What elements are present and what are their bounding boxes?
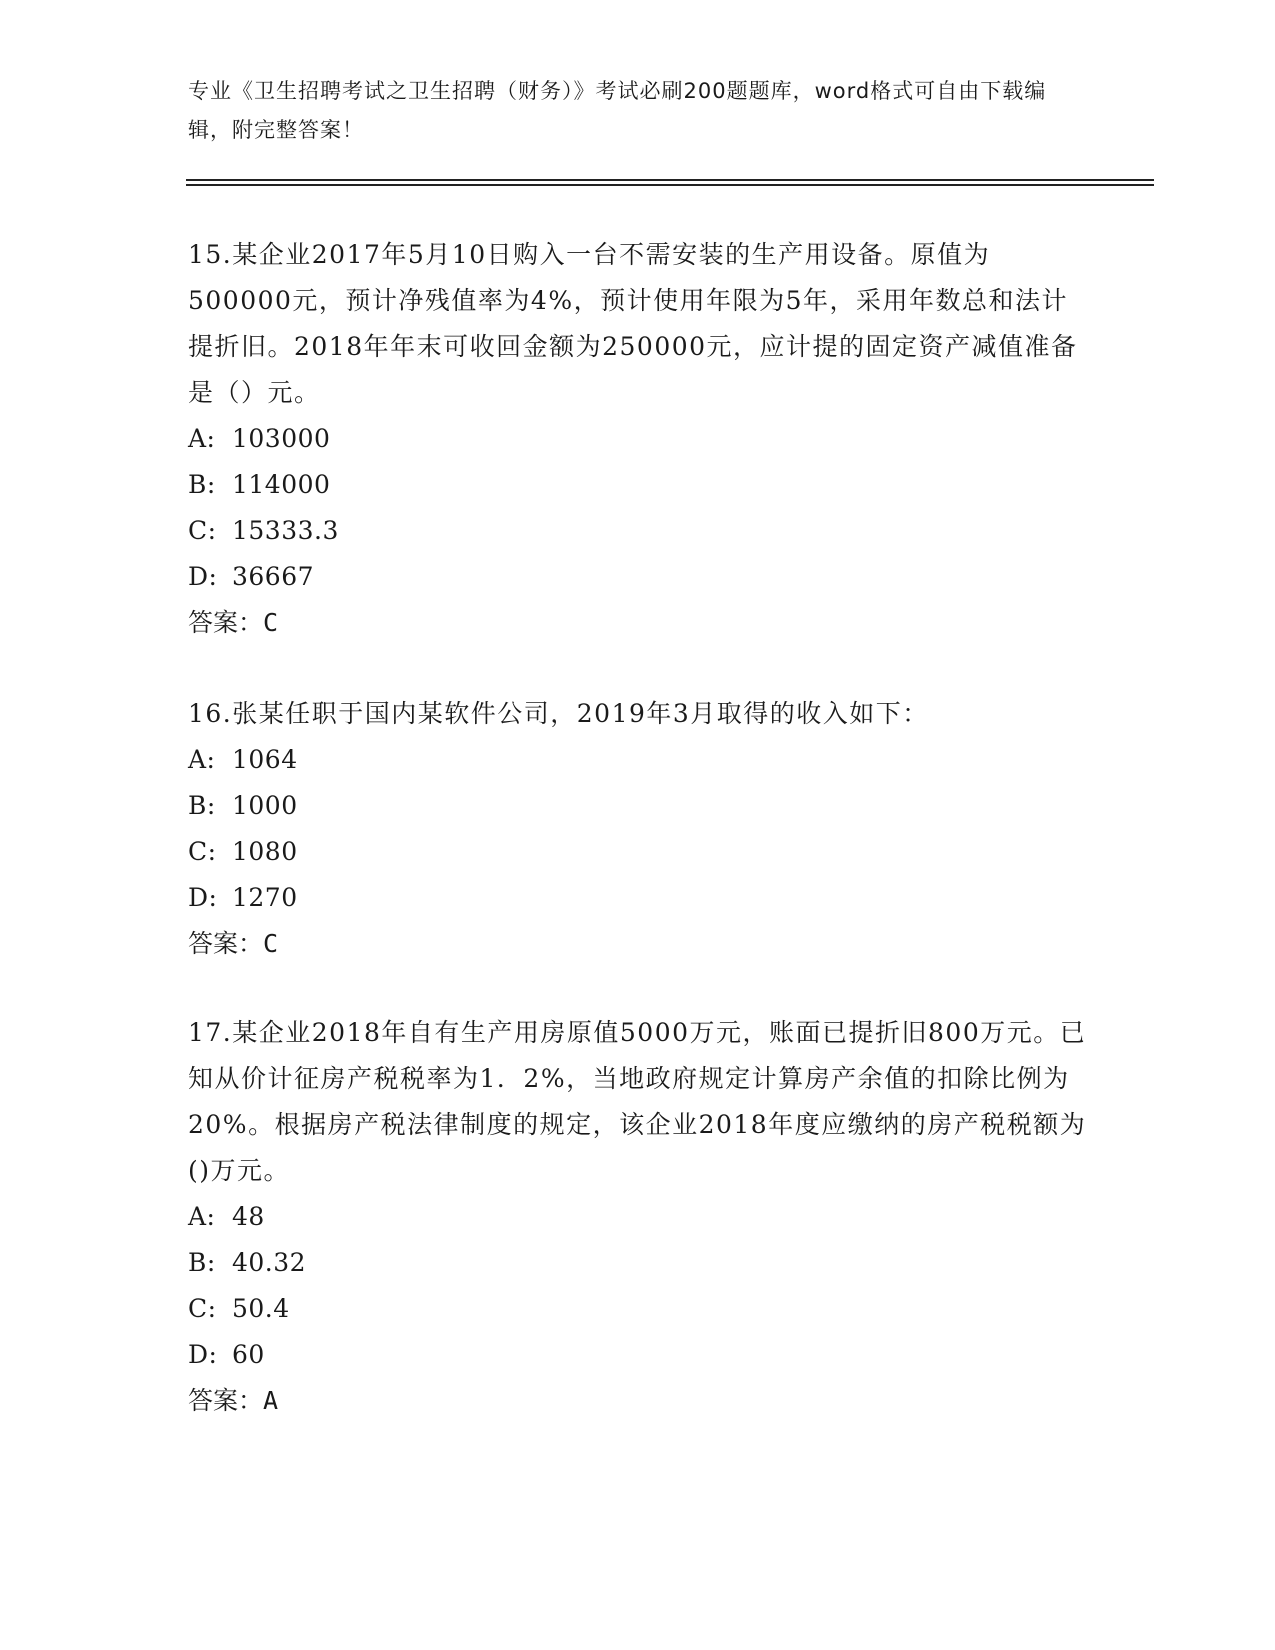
option-text: 103000	[232, 424, 331, 453]
option-d	[188, 875, 1088, 921]
option-text: 114000	[232, 470, 331, 499]
header-title: 专业《卫生招聘考试之卫生招聘（财务）》考试必刷200题题库，word格式可自由下载编辑，附完整答案！	[188, 79, 1047, 142]
option-letter: A:	[188, 745, 216, 774]
answer-value: C	[263, 608, 279, 637]
option-a	[188, 737, 1088, 783]
option-letter: C:	[188, 516, 217, 545]
option-b	[188, 1240, 1088, 1286]
question-stem: 15.某企业2017年5月10日购入一台不需安装的生产用设备。原值为500000元，预计净残值率为4%，预计使用年限为5年，采用年数总和法计提折旧。2018年年末可收回金额为250000元，应计提的固定资产减值准备是（）元。	[188, 240, 1078, 407]
answer-label: 答案：	[188, 929, 264, 958]
question-17	[188, 1010, 1088, 1424]
option-text: 36667	[232, 562, 315, 591]
option-text: 50.4	[232, 1294, 290, 1323]
option-a	[188, 416, 1088, 462]
option-text: 48	[232, 1202, 265, 1231]
option-letter: D:	[188, 562, 218, 591]
answer-value: A	[263, 1386, 279, 1415]
option-letter: B:	[188, 791, 216, 820]
option-text: 60	[232, 1340, 265, 1369]
option-c	[188, 829, 1088, 875]
document-header	[188, 72, 1068, 150]
question-stem: 16.张某任职于国内某软件公司，2019年3月取得的收入如下：	[188, 699, 929, 728]
answer-label: 答案：	[188, 608, 264, 637]
option-b	[188, 462, 1088, 508]
option-d	[188, 554, 1088, 600]
option-text: 1080	[232, 837, 298, 866]
answer-label: 答案：	[188, 1386, 264, 1415]
answer-line	[188, 921, 1088, 967]
option-c	[188, 1286, 1088, 1332]
option-d	[188, 1332, 1088, 1378]
option-c	[188, 508, 1088, 554]
option-letter: C:	[188, 1294, 217, 1323]
option-text: 15333.3	[232, 516, 339, 545]
option-text: 1270	[232, 883, 298, 912]
option-letter: A:	[188, 424, 216, 453]
header-divider-second	[186, 184, 1154, 186]
answer-line	[188, 1378, 1088, 1424]
option-text: 1064	[232, 745, 298, 774]
option-letter: B:	[188, 470, 216, 499]
answer-value: C	[263, 929, 279, 958]
question-stem: 17.某企业2018年自有生产用房原值5000万元，账面已提折旧800万元。已知从价计征房产税税率为1．2%，当地政府规定计算房产余值的扣除比例为20%。根据房产税法律制度的规定，该企业2018年度应缴纳的房产税税额为()万元。	[188, 1018, 1087, 1185]
question-15	[188, 232, 1088, 646]
option-text: 1000	[232, 791, 298, 820]
option-letter: A:	[188, 1202, 216, 1231]
option-text: 40.32	[232, 1248, 307, 1277]
option-letter: D:	[188, 1340, 218, 1369]
header-divider	[186, 179, 1154, 181]
option-b	[188, 783, 1088, 829]
question-16	[188, 691, 1088, 967]
option-a	[188, 1194, 1088, 1240]
option-letter: B:	[188, 1248, 216, 1277]
option-letter: C:	[188, 837, 217, 866]
answer-line	[188, 600, 1088, 646]
option-letter: D:	[188, 883, 218, 912]
